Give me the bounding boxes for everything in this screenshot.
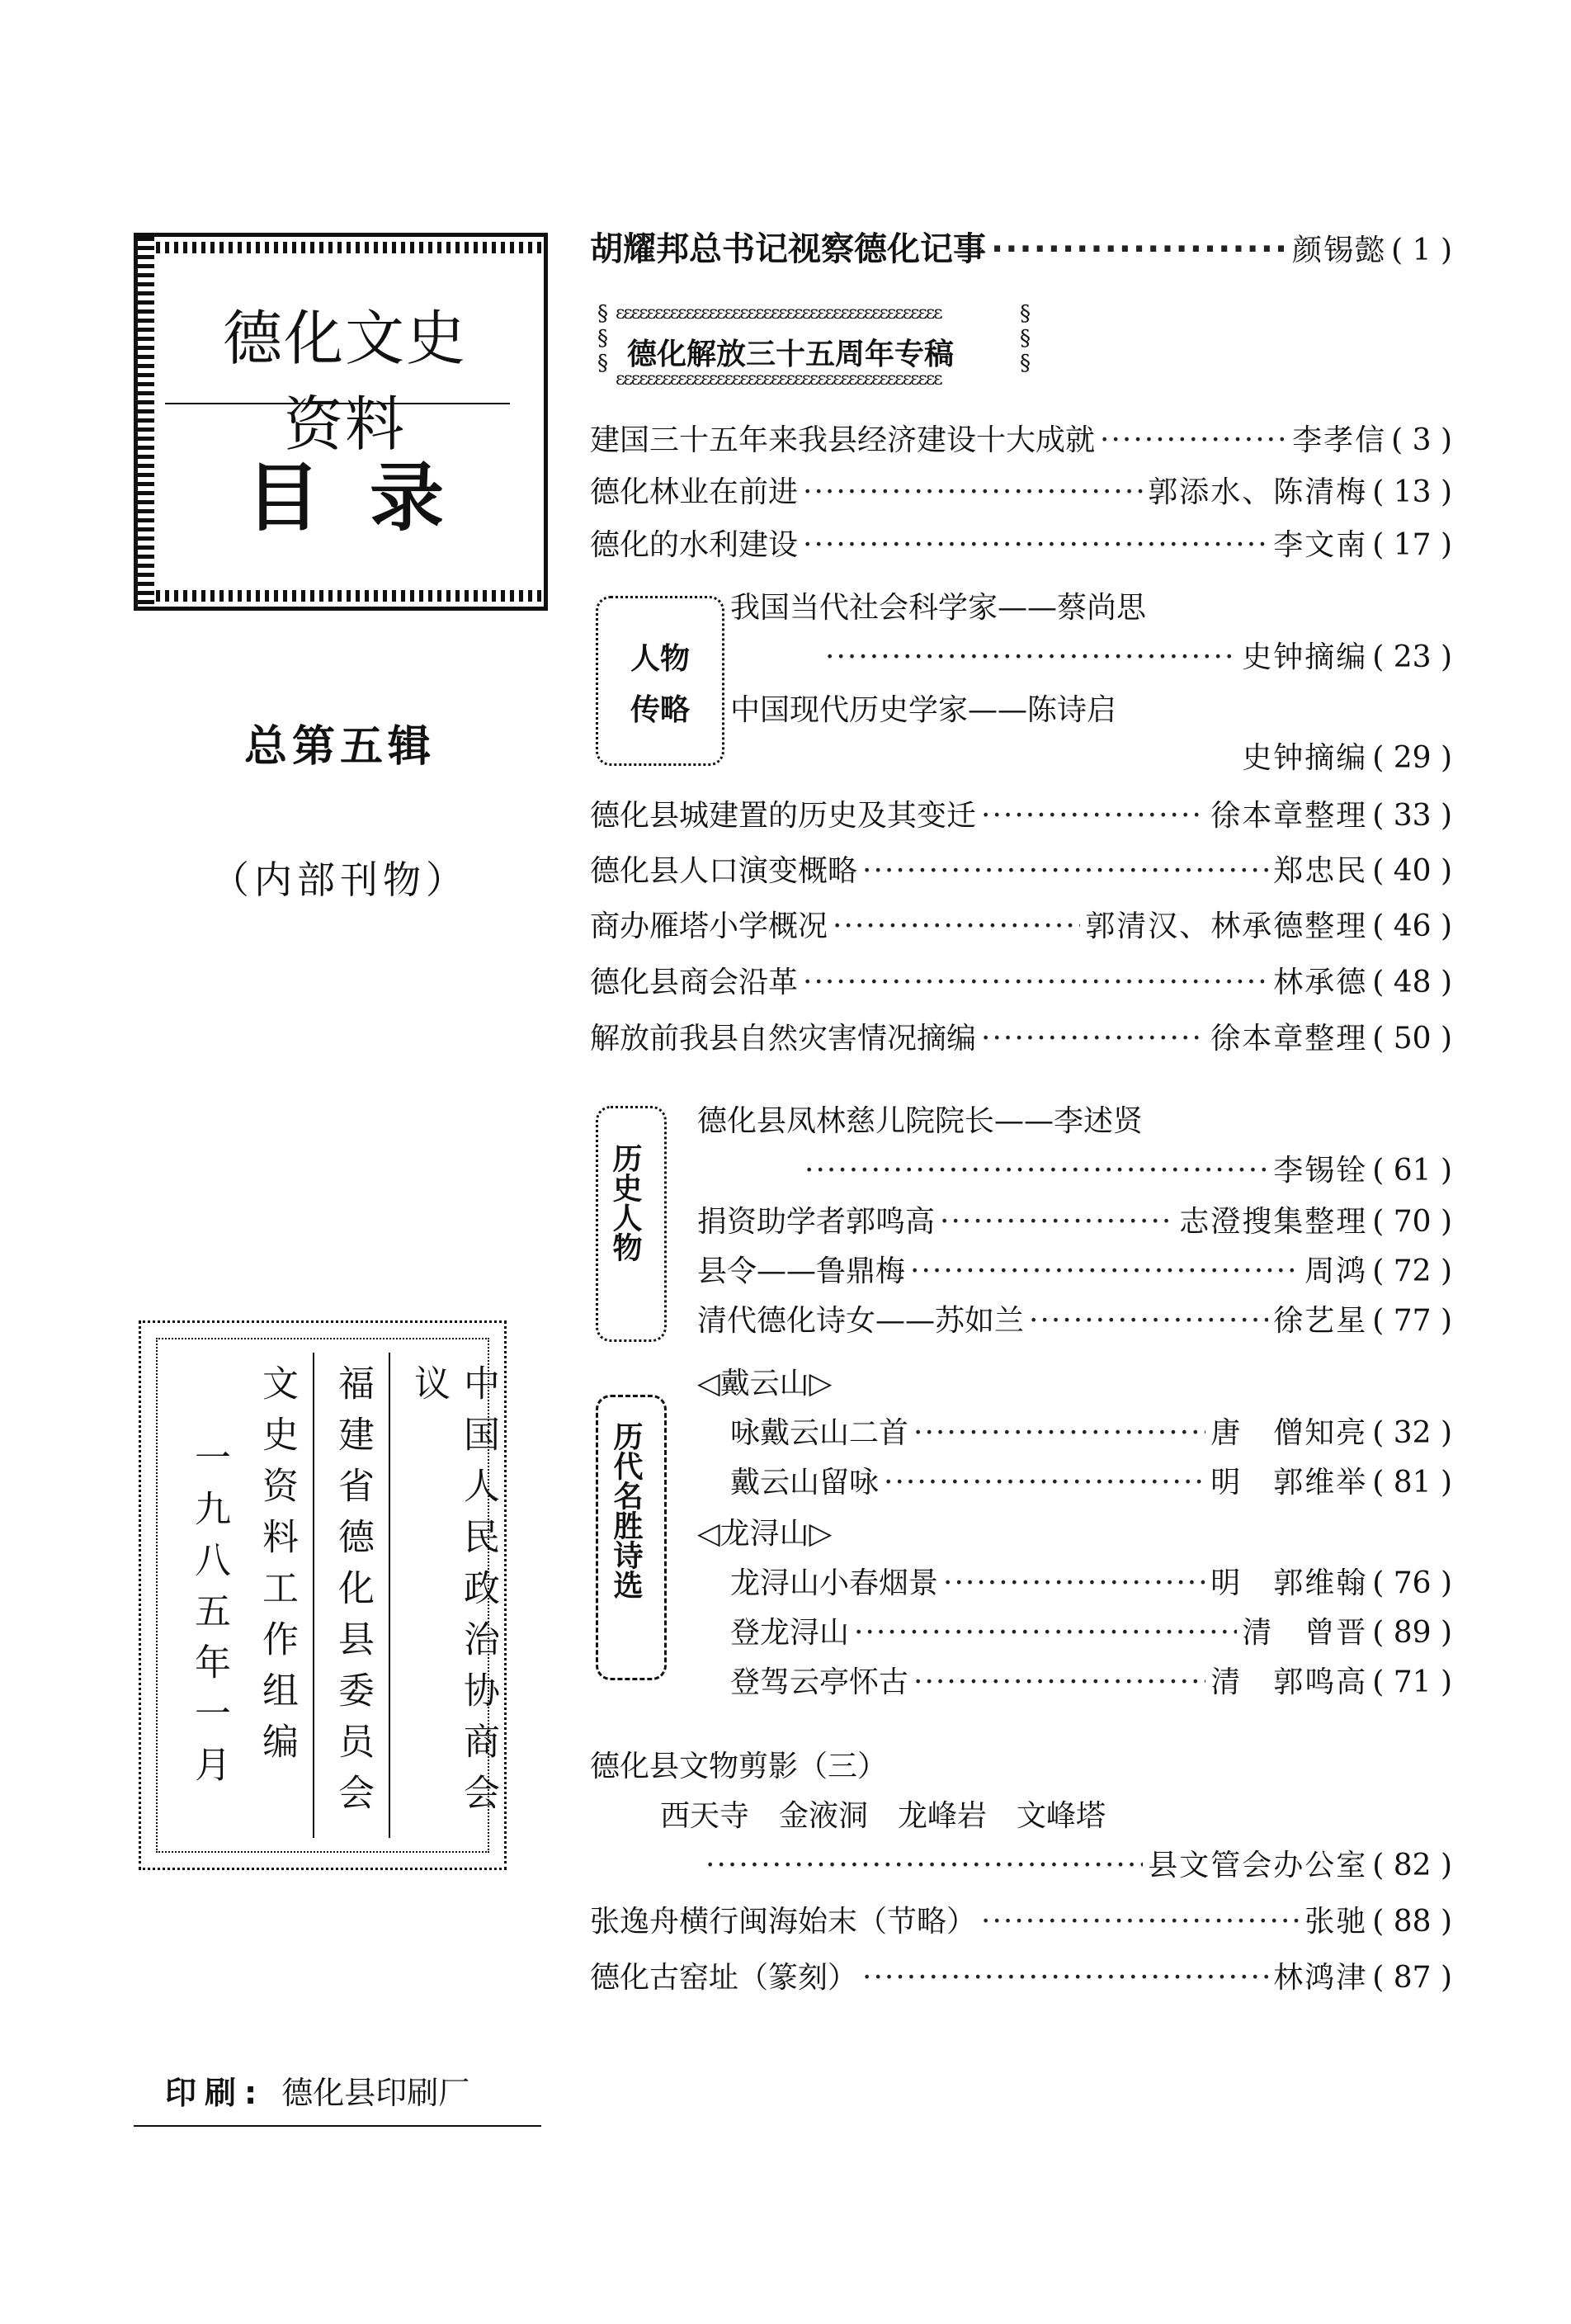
- history-figures-label: 历史人物: [608, 1143, 642, 1262]
- entry-author: 林承德: [1273, 966, 1368, 999]
- entry-author: 徐本章整理: [1210, 1022, 1368, 1056]
- entry-page: ( 3 ): [1391, 423, 1452, 457]
- poem-group-heading: ◁龙浔山▷: [697, 1517, 833, 1551]
- toc-entry[interactable]: [590, 848, 1452, 889]
- entry-title: 解放前我县自然灾害情况摘编: [590, 1022, 977, 1056]
- printer-name: 德化县印刷厂: [281, 2075, 470, 2111]
- wave-ornament: ɛɛɛɛɛɛɛɛɛɛɛɛɛɛɛɛɛɛɛɛɛɛɛɛɛɛɛɛɛɛɛɛɛɛɛɛɛɛɛɛɛɛ: [616, 374, 941, 385]
- biography-label-line1: 人物: [630, 642, 690, 676]
- entry-page: ( 23 ): [1372, 640, 1452, 674]
- printer-line: [165, 2067, 469, 2113]
- entry-page: ( 33 ): [1372, 799, 1452, 833]
- entry-title: 登龙浔山: [730, 1616, 850, 1650]
- entry-author: 郑忠民: [1273, 854, 1368, 888]
- entry-title: 建国三十五年来我县经济建设十大成就: [590, 423, 1096, 457]
- entry-author: 徐艺星: [1273, 1304, 1368, 1338]
- entry-page: ( 1 ): [1391, 234, 1452, 267]
- toc-entry[interactable]: [705, 1842, 1452, 1883]
- entry-author: 清 郭鸣高: [1210, 1665, 1368, 1699]
- toc-entry-title-line[interactable]: [590, 1743, 1452, 1784]
- border-ornament: [138, 237, 149, 607]
- poems-label: 历代名胜诗选: [609, 1421, 643, 1599]
- special-section-header: [594, 301, 1040, 392]
- toc-entry[interactable]: [590, 792, 1452, 834]
- entry-author: 明 郭维翰: [1210, 1566, 1368, 1600]
- wave-ornament: ɛɛɛɛɛɛɛɛɛɛɛɛɛɛɛɛɛɛɛɛɛɛɛɛɛɛɛɛɛɛɛɛɛɛɛɛɛɛɛɛɛɛ: [616, 308, 941, 319]
- entry-page: ( 72 ): [1372, 1254, 1452, 1288]
- toc-entry[interactable]: [697, 1297, 1452, 1339]
- issue-number: 总第五辑: [243, 721, 436, 772]
- entry-author: 颜锡懿: [1292, 234, 1387, 267]
- toc-entry[interactable]: [590, 522, 1452, 563]
- toc-entry-title-line[interactable]: [697, 1098, 1452, 1139]
- colophon-box: [139, 1320, 507, 1870]
- entry-page: ( 82 ): [1372, 1849, 1452, 1882]
- colophon-editor: 文史资料工作组编: [256, 1364, 298, 1774]
- entry-title: 我国当代社会科学家——蔡尚思: [730, 591, 1147, 625]
- entry-author: 清 曾晋: [1242, 1616, 1368, 1650]
- entry-title: 商办雁塔小学概况: [590, 909, 828, 943]
- entry-page: ( 61 ): [1372, 1154, 1452, 1188]
- entry-page: ( 29 ): [1372, 741, 1452, 775]
- entry-page: ( 88 ): [1372, 1905, 1452, 1939]
- entry-title: 戴云山留咏: [730, 1466, 880, 1500]
- toc-entry[interactable]: [730, 1459, 1452, 1500]
- toc-entry[interactable]: [730, 1609, 1452, 1651]
- colophon-date: 一九八五年一月: [188, 1438, 230, 1797]
- printer-label: 印刷:: [165, 2075, 266, 2111]
- biography-label-frame: [596, 596, 724, 766]
- toc-entry[interactable]: [730, 1410, 1452, 1451]
- entry-title: 德化县城建置的历史及其变迁: [590, 799, 977, 833]
- colophon-org: 中国人民政治协商会议: [408, 1364, 499, 1825]
- colophon-committee: 福建省德化县委员会: [332, 1364, 374, 1825]
- divider: [165, 403, 510, 404]
- entry-author: 唐 僧知亮: [1210, 1416, 1368, 1450]
- entry-title: 德化县商会沿革: [590, 966, 799, 999]
- toc-entry[interactable]: [804, 1147, 1452, 1188]
- side-ornament: § § §: [597, 301, 608, 376]
- entry-author: 李锡铨: [1273, 1154, 1368, 1188]
- toc-entry[interactable]: [590, 1898, 1452, 1939]
- entry-author: 林鸿津: [1273, 1961, 1368, 1995]
- toc-entry-title-line[interactable]: [730, 687, 1452, 728]
- toc-entry[interactable]: [590, 1954, 1452, 1996]
- entry-title: 张逸舟横行闽海始末（节略）: [590, 1905, 977, 1939]
- side-ornament: § § §: [1020, 301, 1031, 376]
- divider: [389, 1353, 390, 1838]
- entry-author: 史钟摘编: [1242, 741, 1368, 775]
- relic-site-list: 西天寺 金液洞 龙峰岩 文峰塔: [660, 1799, 1106, 1833]
- relic-sites: [660, 1793, 1452, 1834]
- entry-author: 周鸿: [1304, 1254, 1368, 1288]
- entry-title: 清代德化诗女——苏如兰: [697, 1304, 1025, 1338]
- entry-page: ( 70 ): [1372, 1205, 1452, 1239]
- entry-title: 中国现代历史学家——陈诗启: [730, 693, 1117, 727]
- entry-page: ( 13 ): [1372, 475, 1452, 509]
- entry-title: 登驾云亭怀古: [730, 1665, 909, 1699]
- entry-author: 张驰: [1304, 1905, 1368, 1939]
- entry-title: 胡耀邦总书记视察德化记事: [590, 230, 986, 268]
- entry-page: ( 76 ): [1372, 1566, 1452, 1600]
- toc-entry[interactable]: [730, 1659, 1452, 1700]
- entry-title: 德化古窑址（篆刻）: [590, 1961, 858, 1995]
- entry-author: 志澄搜集整理: [1179, 1205, 1368, 1239]
- entry-page: ( 40 ): [1372, 854, 1452, 888]
- poem-group-heading: ◁戴云山▷: [697, 1367, 833, 1401]
- entry-title: 德化县凤林慈儿院院长——李述贤: [697, 1104, 1144, 1138]
- toc-entry[interactable]: [590, 1015, 1452, 1056]
- entry-author: 郭添水、陈清梅: [1148, 475, 1368, 509]
- toc-entry[interactable]: [697, 1198, 1452, 1240]
- entry-page: ( 77 ): [1372, 1304, 1452, 1338]
- special-section-title: 德化解放三十五周年专稿: [627, 338, 955, 371]
- divider: [134, 2125, 541, 2127]
- toc-entry-title-line[interactable]: [730, 584, 1452, 626]
- entry-page: ( 17 ): [1372, 528, 1452, 562]
- toc-entry[interactable]: [590, 959, 1452, 1000]
- toc-entry[interactable]: [730, 1560, 1452, 1601]
- entry-page: ( 71 ): [1372, 1665, 1452, 1699]
- entry-author: 李文南: [1273, 528, 1368, 562]
- divider: [313, 1353, 314, 1838]
- biography-label-line2: 传略: [630, 693, 690, 727]
- entry-title: 德化县文物剪影（三）: [590, 1750, 888, 1783]
- entry-author: 郭清汉、林承德整理: [1085, 909, 1368, 943]
- border-ornament: [138, 242, 544, 253]
- entry-author: 明 郭维举: [1210, 1466, 1368, 1500]
- entry-page: ( 32 ): [1372, 1416, 1452, 1450]
- publication-name: 德化文史资料: [222, 304, 467, 459]
- entry-title: 咏戴云山二首: [730, 1416, 909, 1450]
- entry-author: 徐本章整理: [1210, 799, 1368, 833]
- toc-entry[interactable]: [697, 1248, 1452, 1289]
- entry-page: ( 89 ): [1372, 1616, 1452, 1650]
- border-ornament: [138, 590, 544, 602]
- entry-title: 县令——鲁鼎梅: [697, 1254, 906, 1288]
- toc-entry[interactable]: [590, 223, 1452, 268]
- entry-page: ( 46 ): [1372, 909, 1452, 943]
- page-title: 目录: [246, 455, 493, 541]
- entry-author: 史钟摘编: [1242, 640, 1368, 674]
- entry-page: ( 50 ): [1372, 1022, 1452, 1056]
- internal-note: （内部刊物）: [211, 857, 469, 902]
- toc-entry[interactable]: [825, 634, 1452, 675]
- entry-page: ( 48 ): [1372, 966, 1452, 999]
- entry-title: 德化林业在前进: [590, 475, 799, 509]
- toc-entry[interactable]: [590, 903, 1452, 944]
- entry-author: 县文管会办公室: [1148, 1849, 1368, 1882]
- entry-title: 龙浔山小春烟景: [730, 1566, 939, 1600]
- entry-title: 捐资助学者郭鸣高: [697, 1205, 936, 1239]
- toc-entry[interactable]: [1155, 735, 1452, 776]
- entry-author: 李孝信: [1292, 423, 1387, 457]
- entry-page: ( 87 ): [1372, 1961, 1452, 1995]
- entry-page: ( 81 ): [1372, 1466, 1452, 1500]
- toc-entry[interactable]: [590, 469, 1452, 510]
- entry-title: 德化县人口演变概略: [590, 854, 858, 888]
- entry-title: 德化的水利建设: [590, 528, 799, 562]
- toc-entry[interactable]: [590, 417, 1452, 458]
